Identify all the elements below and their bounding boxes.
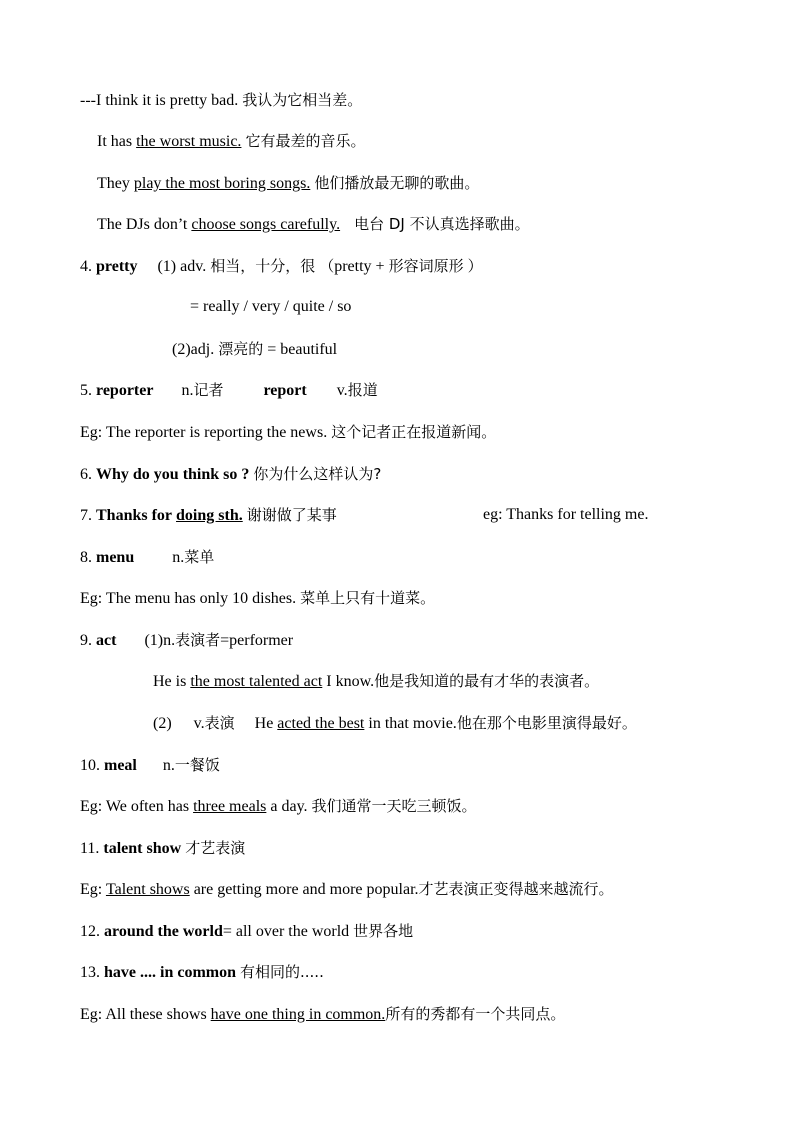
example-en: Eg: The reporter is reporting the news. <box>80 424 328 441</box>
entry-pretty-synonyms <box>190 297 351 317</box>
entry-number: 9. <box>80 632 92 649</box>
entry-number: 4. <box>80 258 92 275</box>
entry-meal <box>80 755 220 775</box>
translation-cn: 这个记者正在报道新闻。 <box>331 423 497 441</box>
entry-number: 6. <box>80 466 92 483</box>
entry-sense: (2) <box>153 715 172 732</box>
translation-cn: 他们播放最无聊的歌曲。 <box>314 174 480 192</box>
translation-cn: 我们通常一天吃三顿饭。 <box>311 797 477 815</box>
part-of-speech: v. <box>336 382 348 399</box>
underlined-phrase: Talent shows <box>105 881 190 898</box>
sentence-prefix: It has <box>97 133 133 150</box>
translation-cn: 相当，十分，很 <box>210 257 316 275</box>
sentence-prefix: They <box>97 175 130 192</box>
translation-cn: 表演 <box>204 714 235 732</box>
entry-word: Thanks for <box>96 507 173 524</box>
synonym-list: = really / very / quite / so <box>190 298 352 315</box>
line-pretty-bad <box>80 90 362 110</box>
synonym: = all over the world <box>222 923 350 940</box>
entry-word: talent show <box>103 840 182 857</box>
translation-cn: 他是我知道的最有才华的表演者。 <box>374 672 600 690</box>
entry-why <box>80 464 381 484</box>
entry-act-verb <box>153 713 637 733</box>
sentence-suffix: I know. <box>326 673 375 690</box>
example-talent-show <box>80 879 614 899</box>
translation-cn: 世界各地 <box>353 922 414 940</box>
sentence-prefix: Eg: <box>80 881 103 898</box>
entry-around-the-world <box>80 921 413 941</box>
translation-cn: 有相同的..... <box>240 963 324 981</box>
underlined-phrase: choose songs carefully. <box>191 216 341 233</box>
example-en: Eg: The menu has only 10 dishes. <box>80 590 297 607</box>
sentence-en: ---I think it is pretty bad. <box>80 92 239 109</box>
sentence-suffix: are getting more and more popular. <box>193 881 419 898</box>
translation-cn: 电台 DJ 不认真选择歌曲。 <box>354 215 530 233</box>
part-of-speech: v. <box>193 715 205 732</box>
underlined-phrase: doing sth. <box>176 507 243 524</box>
entry-number: 13. <box>80 964 100 981</box>
underlined-phrase: the worst music. <box>136 133 242 150</box>
sentence-suffix: in that movie. <box>368 715 457 732</box>
synonym: = beautiful <box>267 341 338 358</box>
entry-pretty <box>80 256 483 276</box>
translation-cn: 我认为它相当差。 <box>242 91 363 109</box>
note-en: pretty + <box>334 258 385 275</box>
translation-cn: 漂亮的 <box>218 340 264 358</box>
example-in-common <box>80 1004 565 1024</box>
entry-word: around the world <box>104 923 223 940</box>
sentence-prefix: He <box>254 715 274 732</box>
part-of-speech: n. <box>162 757 175 774</box>
note-paren-open: （ <box>319 257 335 275</box>
translation-cn: 才艺表演 <box>185 839 246 857</box>
sentence-prefix: The DJs don’t <box>97 216 188 233</box>
translation-cn: 菜单上只有十道菜。 <box>300 589 436 607</box>
translation-cn: 记者 <box>193 381 224 399</box>
entry-sense: (1) adv. <box>157 258 207 275</box>
entry-talent-show <box>80 838 245 858</box>
translation-cn: 所有的秀都有一个共同点。 <box>385 1005 566 1023</box>
entry-word: have .... in common <box>104 964 236 981</box>
line-djs <box>97 214 530 234</box>
entry-word-2: report <box>263 382 307 399</box>
entry-sense: (2)adj. <box>172 341 215 358</box>
note-paren-close: ） <box>467 257 483 275</box>
entry-word: reporter <box>96 382 154 399</box>
entry-number: 10. <box>80 757 100 774</box>
example-en: eg: Thanks for telling me. <box>483 506 649 523</box>
part-of-speech: n. <box>181 382 194 399</box>
translation-cn: 表演者 <box>175 631 221 649</box>
entry-number: 12. <box>80 923 100 940</box>
entry-number: 8. <box>80 549 92 566</box>
example-meal <box>80 796 477 816</box>
part-of-speech: n. <box>172 549 185 566</box>
note-cn: 形容词原形 <box>388 257 464 275</box>
entry-pretty-sense2 <box>172 339 337 359</box>
translation-cn: 菜单 <box>184 548 215 566</box>
example-reporter <box>80 422 496 442</box>
entry-in-common <box>80 962 324 982</box>
entry-sense: (1)n. <box>144 632 176 649</box>
entry-word: pretty <box>96 258 138 275</box>
line-worst-music <box>97 131 365 151</box>
underlined-phrase: have one thing in common. <box>210 1006 386 1023</box>
entry-word: menu <box>96 549 135 566</box>
translation-cn: 谢谢做了某事 <box>246 506 337 524</box>
translation-cn: 他在那个电影里演得最好。 <box>456 714 637 732</box>
example-act-noun <box>153 671 599 691</box>
entry-word: meal <box>104 757 137 774</box>
underlined-phrase: the most talented act <box>190 673 323 690</box>
example-thanks <box>483 505 648 525</box>
translation-cn: 一餐饭 <box>174 756 220 774</box>
sentence-prefix: Eg: All these shows <box>80 1006 207 1023</box>
entry-number: 7. <box>80 507 92 524</box>
underlined-phrase: play the most boring songs. <box>133 175 311 192</box>
translation-cn: 它有最差的音乐。 <box>245 132 366 150</box>
entry-word: act <box>96 632 117 649</box>
entry-number: 5. <box>80 382 92 399</box>
underlined-phrase: three meals <box>193 798 267 815</box>
sentence-prefix: Eg: We often has <box>80 798 190 815</box>
entry-number: 11. <box>80 840 100 857</box>
entry-menu <box>80 547 214 567</box>
translation-cn: 你为什么这样认为? <box>253 465 382 483</box>
sentence-prefix: He is <box>153 673 187 690</box>
entry-thanks-for <box>80 505 337 525</box>
translation-cn: 报道 <box>347 381 378 399</box>
entry-word: Why do you think so ? <box>96 466 250 483</box>
underlined-phrase: acted the best <box>277 715 365 732</box>
synonym: =performer <box>220 632 294 649</box>
entry-act <box>80 630 293 650</box>
sentence-suffix: a day. <box>270 798 308 815</box>
translation-cn: 才艺表演正变得越来越流行。 <box>418 880 614 898</box>
line-boring-songs <box>97 173 479 193</box>
example-menu <box>80 588 435 608</box>
entry-reporter <box>80 380 378 400</box>
